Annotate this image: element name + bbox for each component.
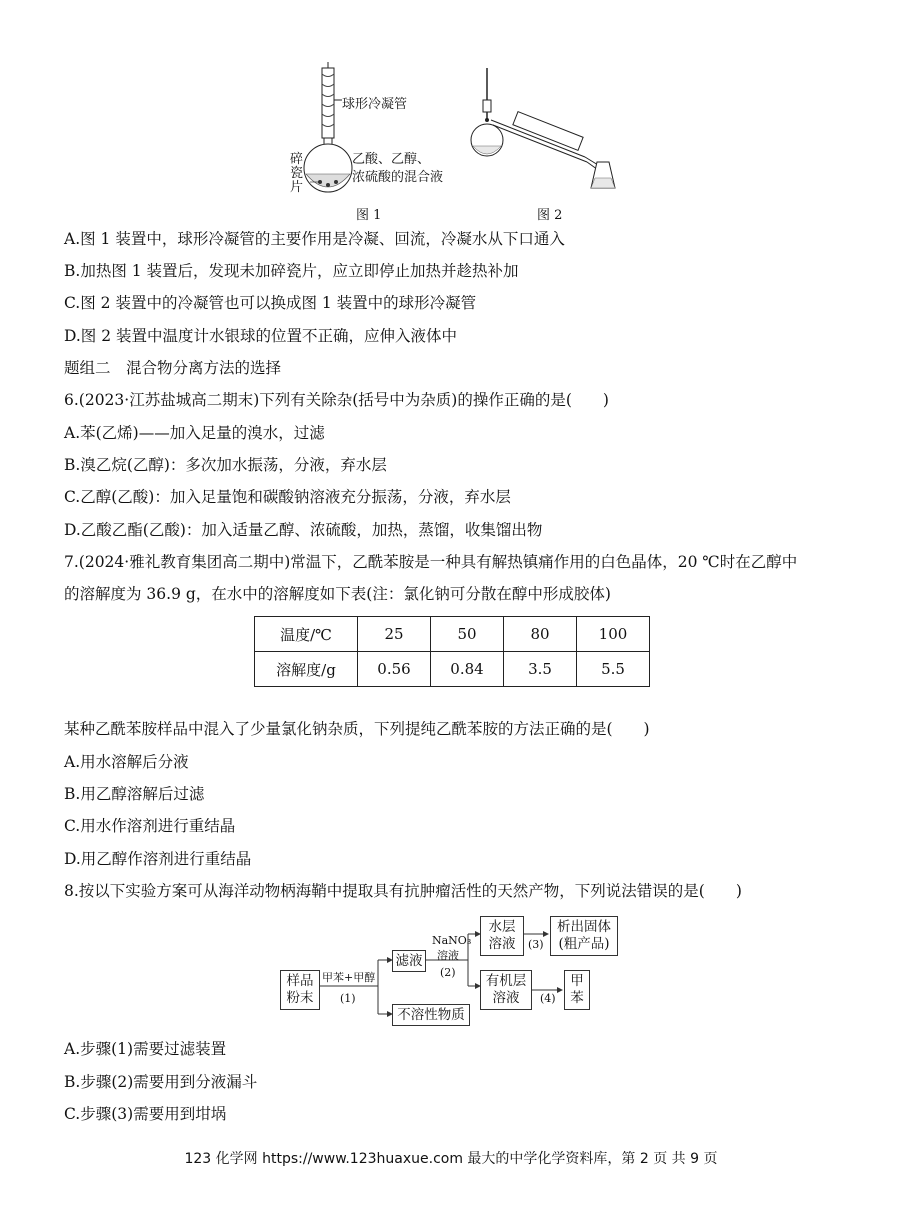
table-cell: 5.5 [577, 652, 650, 687]
table-cell: 80 [504, 617, 577, 652]
table-cell: 100 [577, 617, 650, 652]
flow-toluene-line2: 苯 [570, 990, 584, 1006]
flow-step1: (1) [340, 992, 356, 1005]
figure2-apparatus [465, 62, 625, 197]
q7-question: 某种乙酰苯胺样品中混入了少量氯化钠杂质，下列提纯乙酰苯胺的方法正确的是( ) [64, 720, 650, 738]
table-row [255, 617, 650, 652]
flow-insoluble-box: 不溶性物质 [392, 1004, 470, 1026]
table-cell: 0.84 [431, 652, 504, 687]
q7-option-d: D.用乙醇作溶剂进行重结晶 [64, 850, 252, 868]
q6-option-c: C.乙醇(乙酸)：加入足量饱和碳酸钠溶液充分振荡，分液，弃水层 [64, 488, 511, 506]
q7-stem-line1: 7.(2024·雅礼教育集团高二期中)常温下，乙酰苯胺是一种具有解热镇痛作用的白色晶体，20 ℃时在乙醇中 [64, 553, 798, 571]
flow-solid-line1: 析出固体 [557, 919, 611, 935]
q6-option-b: B.溴乙烷(乙醇)：多次加水振荡，分液，弃水层 [64, 456, 387, 474]
mixture-label-1: 乙酸、乙醇、 [352, 152, 431, 167]
condenser-label: 球形冷凝管 [342, 97, 408, 112]
q5-option-c: C.图 2 装置中的冷凝管也可以换成图 1 装置中的球形冷凝管 [64, 294, 477, 312]
flow-reagent2-line1: NaNO₃ [432, 934, 472, 947]
table-cell: 3.5 [504, 652, 577, 687]
flow-step3: (3) [528, 938, 544, 951]
flow-sample-box [280, 970, 320, 1010]
chips-label-1: 碎 [290, 152, 304, 167]
q7-option-b: B.用乙醇溶解后过滤 [64, 785, 205, 803]
q8-option-b: B.步骤(2)需要用到分液漏斗 [64, 1073, 258, 1091]
flow-organic-line1: 有机层 [485, 973, 527, 989]
group-title: 题组二 混合物分离方法的选择 [64, 359, 282, 377]
table-cell: 50 [431, 617, 504, 652]
flow-step2: (2) [440, 966, 456, 979]
flow-aqueous-line1: 水层 [488, 919, 516, 935]
table-cell: 溶解度/g [255, 652, 358, 687]
figure2-caption: 图 2 [537, 208, 563, 223]
q6-stem: 6.(2023·江苏盐城高二期末)下列有关除杂(括号中为杂质)的操作正确的是( ) [64, 391, 609, 409]
q7-option-c: C.用水作溶剂进行重结晶 [64, 817, 236, 835]
flow-solid-box [550, 916, 618, 956]
flow-organic-box [480, 970, 532, 1010]
q6-option-a: A.苯(乙烯)——加入足量的溴水，过滤 [64, 424, 325, 442]
flow-aqueous-line2: 溶液 [488, 936, 516, 952]
flow-aqueous-box [480, 916, 524, 956]
flow-sample-line2: 粉末 [286, 990, 314, 1006]
q8-option-a: A.步骤(1)需要过滤装置 [64, 1040, 227, 1058]
q7-option-a: A.用水溶解后分液 [64, 753, 189, 771]
chips-label-2: 瓷 [290, 166, 304, 181]
q5-option-a: A.图 1 装置中，球形冷凝管的主要作用是冷凝、回流，冷凝水从下口通入 [64, 230, 565, 248]
flow-toluene-box [564, 970, 590, 1010]
flow-reagent1: 甲苯+甲醇 [322, 971, 376, 984]
figure1-caption: 图 1 [356, 208, 382, 223]
flow-sample-line1: 样品 [286, 973, 314, 989]
flow-organic-line2: 溶液 [492, 990, 520, 1006]
q8-option-c: C.步骤(3)需要用到坩埚 [64, 1105, 227, 1123]
flow-solid-line2: (粗产品) [558, 936, 610, 952]
table-cell: 温度/℃ [255, 617, 358, 652]
flow-reagent2-line2: 溶液 [437, 949, 459, 962]
flow-step4: (4) [540, 992, 556, 1005]
q7-stem-line2: 的溶解度为 36.9 g，在水中的溶解度如下表(注：氯化钠可分散在醇中形成胶体) [64, 585, 611, 603]
solubility-table [254, 616, 650, 687]
table-cell: 0.56 [358, 652, 431, 687]
mixture-label-2: 浓硫酸的混合液 [352, 170, 444, 185]
table-cell: 25 [358, 617, 431, 652]
table-row [255, 652, 650, 687]
q6-option-d: D.乙酸乙酯(乙酸)：加入适量乙醇、浓硫酸，加热，蒸馏，收集馏出物 [64, 521, 543, 539]
flow-toluene-line1: 甲 [570, 973, 584, 989]
q8-stem: 8.按以下实验方案可从海洋动物柄海鞘中提取具有抗肿瘤活性的天然产物，下列说法错误的是( ) [64, 882, 742, 900]
q5-option-b: B.加热图 1 装置后，发现未加碎瓷片，应立即停止加热并趁热补加 [64, 262, 519, 280]
flow-filtrate-box: 滤液 [392, 950, 426, 972]
page-footer: 123 化学网 https://www.123huaxue.com 最大的中学化学资料库，第 2 页 共 9 页 [184, 1151, 718, 1167]
chips-label-3: 片 [290, 180, 304, 195]
q5-option-d: D.图 2 装置中温度计水银球的位置不正确，应伸入液体中 [64, 327, 458, 345]
